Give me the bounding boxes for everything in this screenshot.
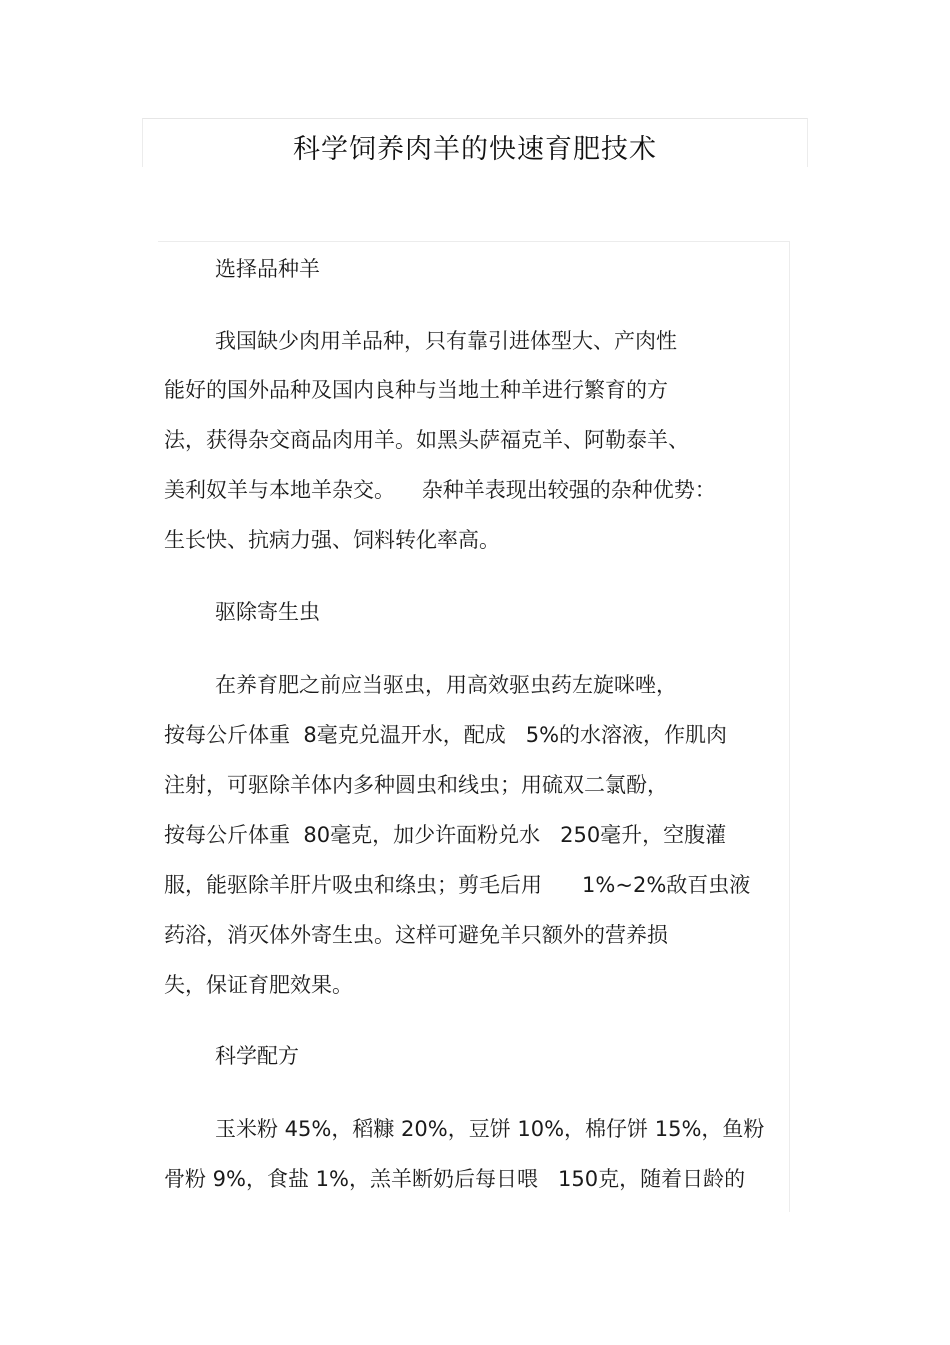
paragraph-line: 失，保证育肥效果。 (164, 973, 353, 997)
paragraph-line: 药浴，消灭体外寄生虫。这样可避免羊只额外的营养损 (164, 923, 668, 947)
paragraph-line: 在养育肥之前应当驱虫，用高效驱虫药左旋咪唑， (215, 673, 677, 697)
paragraph-line: 服，能驱除羊肝片吸虫和绦虫；剪毛后用 1%~2%敌百虫液 (164, 873, 751, 897)
paragraph-line: 注射，可驱除羊体内多种圆虫和线虫；用硫双二氯酚， (164, 773, 668, 797)
section-heading: 选择品种羊 (215, 257, 320, 281)
paragraph-line: 美利奴羊与本地羊杂交。 杂种羊表现出较强的杂种优势： (164, 478, 716, 502)
paragraph-line: 能好的国外品种及国内良种与当地土种羊进行繁育的方 (164, 378, 668, 402)
paragraph-line: 生长快、抗病力强、饲料转化率高。 (164, 528, 500, 552)
section-heading: 科学配方 (215, 1044, 299, 1068)
paragraph-line: 法，获得杂交商品肉用羊。如黑头萨福克羊、阿勒泰羊、 (164, 428, 689, 452)
paragraph-line: 骨粉 9%，食盐 1%，羔羊断奶后每日喂 150克，随着日龄的 (164, 1167, 746, 1191)
paragraph-line: 按每公斤体重 80毫克，加少许面粉兑水 250毫升，空腹灌 (164, 823, 727, 847)
document-title: 科学饲养肉羊的快速育肥技术 (293, 134, 657, 165)
paragraph-line: 我国缺少肉用羊品种，只有靠引进体型大、产肉性 (215, 329, 677, 353)
paragraph-line: 按每公斤体重 8毫克兑温开水，配成 5%的水溶液，作肌肉 (164, 723, 728, 747)
section-heading: 驱除寄生虫 (215, 600, 320, 624)
title-frame (142, 118, 808, 167)
paragraph-line: 玉米粉 45%，稻糠 20%，豆饼 10%，棉仔饼 15%，鱼粉 (215, 1117, 765, 1141)
